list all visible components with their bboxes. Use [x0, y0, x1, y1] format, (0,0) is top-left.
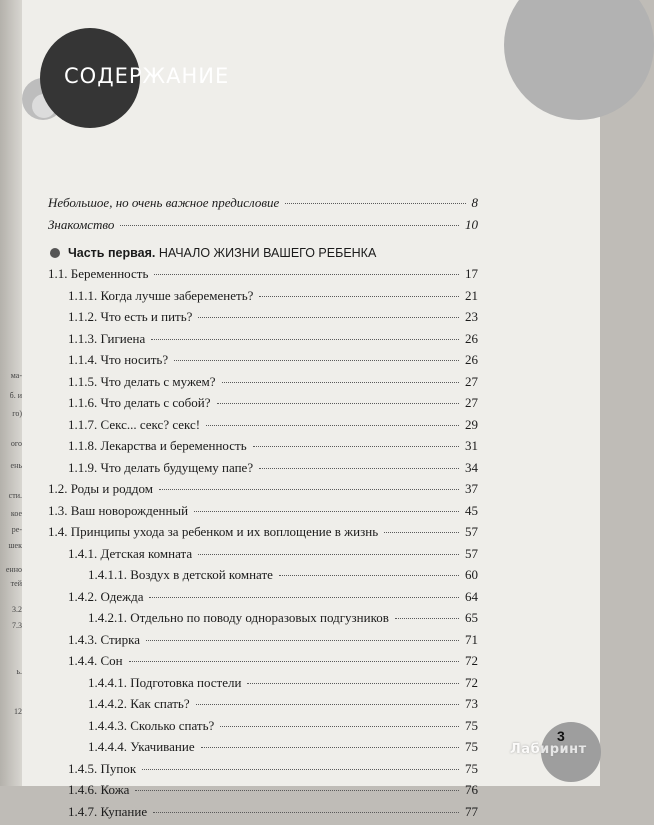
toc-entry-page: 64 [465, 589, 478, 605]
toc-entry [48, 782, 478, 804]
dot-leader [279, 575, 459, 576]
toc-entry-page: 75 [465, 718, 478, 734]
dot-leader [220, 726, 459, 727]
toc-entry [48, 460, 478, 482]
page-title: СОДЕРЖАНИЕ [64, 64, 229, 88]
toc-entry [48, 739, 478, 761]
toc-entry-title: 1.1.3. Гигиена [68, 331, 145, 347]
spine-fragment: ень [0, 462, 22, 470]
toc-entry-page: 77 [465, 804, 478, 820]
toc-entry [48, 804, 478, 825]
toc-entry [48, 675, 478, 697]
toc-entry [48, 589, 478, 611]
toc-entry-page: 17 [465, 266, 478, 282]
toc-entry [48, 761, 478, 783]
toc-entry [48, 524, 478, 546]
toc-entry [48, 309, 478, 331]
toc-entry [48, 438, 478, 460]
toc-entry-title: 1.3. Ваш новорожденный [48, 503, 188, 519]
toc-entry-title: 1.1.5. Что делать с мужем? [68, 374, 216, 390]
toc-entry [48, 417, 478, 439]
spine-fragment: енно [0, 566, 22, 574]
toc-entry-page: 73 [465, 696, 478, 712]
toc-entry-page: 37 [465, 481, 478, 497]
spine-fragment: ма- [0, 372, 22, 380]
toc-entry-title: 1.4.5. Пупок [68, 761, 136, 777]
toc-entry [48, 718, 478, 740]
toc-entry-title: 1.4.4.1. Подготовка постели [88, 675, 241, 691]
toc-entry [48, 481, 478, 503]
toc-entry-title: 1.4.4.3. Сколько спать? [88, 718, 214, 734]
toc-entry-page: 71 [465, 632, 478, 648]
toc-entry-title: 1.4.6. Кожа [68, 782, 129, 798]
toc-entry-title: 1.4.2.1. Отдельно по поводу одноразовых подгузников [88, 610, 389, 626]
toc-entry-title: 1.4.7. Купание [68, 804, 147, 820]
toc-entry-page: 72 [465, 675, 478, 691]
page-number: 3 [557, 728, 587, 744]
dot-leader [259, 468, 459, 469]
dot-leader [149, 597, 459, 598]
dot-leader [222, 382, 459, 383]
toc-entry-page: 45 [465, 503, 478, 519]
spine-fragment: тей [0, 580, 22, 588]
spine-fragment: кое [0, 510, 22, 518]
dot-leader [194, 511, 459, 512]
toc-entry-page: 75 [465, 739, 478, 755]
dot-leader [129, 661, 459, 662]
toc-entry-title: Небольшое, но очень важное предисловие [48, 195, 279, 211]
toc-entry [48, 395, 478, 417]
toc-entry [48, 331, 478, 353]
toc-entry-title: 1.1.6. Что делать с собой? [68, 395, 211, 411]
bullet-icon [50, 248, 60, 258]
dot-leader [206, 425, 459, 426]
toc-entry-page: 65 [465, 610, 478, 626]
toc-entry [48, 374, 478, 396]
toc-entry-title: 1.4. Принципы ухода за ребенком и их воплощение в жизнь [48, 524, 378, 540]
toc-entry-page: 8 [472, 195, 479, 211]
toc-entry-page: 57 [465, 546, 478, 562]
dot-leader [174, 360, 459, 361]
dot-leader [142, 769, 459, 770]
toc-entry [48, 567, 478, 589]
toc-entry [48, 266, 478, 288]
dot-leader [120, 225, 459, 226]
toc-entry-title: 1.1.4. Что носить? [68, 352, 168, 368]
toc-entry [48, 546, 478, 568]
spine-fragment: шек [0, 542, 22, 550]
dot-leader [253, 446, 459, 447]
toc-entry-title: 1.4.1. Детская комната [68, 546, 192, 562]
toc-entry [48, 696, 478, 718]
toc-entry-title: 1.1.9. Что делать будущему папе? [68, 460, 253, 476]
toc-entry-title: 1.4.3. Стирка [68, 632, 140, 648]
toc-entry-page: 57 [465, 524, 478, 540]
dot-leader [198, 554, 459, 555]
dot-leader [201, 747, 459, 748]
toc-entry-page: 60 [465, 567, 478, 583]
dot-leader [198, 317, 459, 318]
toc-part-header [48, 240, 478, 266]
dot-leader [285, 203, 465, 204]
toc-entry-title: 1.4.4. Сон [68, 653, 123, 669]
toc-entry-page: 29 [465, 417, 478, 433]
spine-fragment: го) [0, 410, 22, 418]
toc-entry-title: 1.1.2. Что есть и пить? [68, 309, 192, 325]
toc-entry-title: 1.1.1. Когда лучше забеременеть? [68, 288, 253, 304]
toc-entry [48, 217, 478, 239]
toc-entry [48, 653, 478, 675]
toc-entry-page: 10 [465, 217, 478, 233]
toc-entry-title: 1.4.1.1. Воздух в детской комнате [88, 567, 273, 583]
book-page [22, 0, 600, 786]
toc-entry-page: 72 [465, 653, 478, 669]
toc-entry [48, 288, 478, 310]
spine-fragment: б. и [0, 392, 22, 400]
part-label: Часть первая. [68, 246, 155, 260]
dot-leader [159, 489, 459, 490]
toc-entry-page: 27 [465, 395, 478, 411]
toc-entry [48, 352, 478, 374]
spine-fragment: ь. [0, 668, 22, 676]
toc-entry-page: 31 [465, 438, 478, 454]
toc-entry-title: 1.4.4.2. Как спать? [88, 696, 190, 712]
spine-fragment: ого [0, 440, 22, 448]
toc-entry-title: 1.1. Беременность [48, 266, 148, 282]
toc-entry-page: 23 [465, 309, 478, 325]
part-title: НАЧАЛО ЖИЗНИ ВАШЕГО РЕБЕНКА [159, 246, 376, 260]
spine-fragment: сти. [0, 492, 22, 500]
dot-leader [135, 790, 459, 791]
toc-entry-title: Знакомство [48, 217, 114, 233]
toc-entry [48, 632, 478, 654]
toc-entry-page: 26 [465, 352, 478, 368]
toc-entry-page: 27 [465, 374, 478, 390]
dot-leader [153, 812, 459, 813]
toc-entry-page: 34 [465, 460, 478, 476]
toc-entry-page: 26 [465, 331, 478, 347]
decorative-circle-top-right [504, 0, 654, 120]
watermark-logo: Лабиринт [510, 742, 587, 757]
dot-leader [146, 640, 459, 641]
dot-leader [196, 704, 459, 705]
toc-entry [48, 610, 478, 632]
dot-leader [217, 403, 459, 404]
dot-leader [154, 274, 459, 275]
toc-entry-title: 1.4.4.4. Укачивание [88, 739, 195, 755]
table-of-contents [48, 195, 478, 825]
spine-fragment: 12 [0, 708, 22, 716]
spine-fragment: 7.3 [0, 622, 22, 630]
spine-fragment: ре- [0, 526, 22, 534]
dot-leader [247, 683, 459, 684]
toc-entry [48, 195, 478, 217]
dot-leader [395, 618, 459, 619]
toc-entry [48, 503, 478, 525]
toc-entry-title: 1.2. Роды и роддом [48, 481, 153, 497]
spine-fragment: 3.2 [0, 606, 22, 614]
toc-entry-page: 76 [465, 782, 478, 798]
adjacent-page-edge [0, 0, 22, 786]
toc-entry-title: 1.4.2. Одежда [68, 589, 143, 605]
dot-leader [151, 339, 459, 340]
dot-leader [384, 532, 459, 533]
toc-entry-page: 21 [465, 288, 478, 304]
dot-leader [259, 296, 459, 297]
toc-entry-title: 1.1.8. Лекарства и беременность [68, 438, 247, 454]
toc-entry-title: 1.1.7. Секс... секс? секс! [68, 417, 200, 433]
toc-entry-page: 75 [465, 761, 478, 777]
